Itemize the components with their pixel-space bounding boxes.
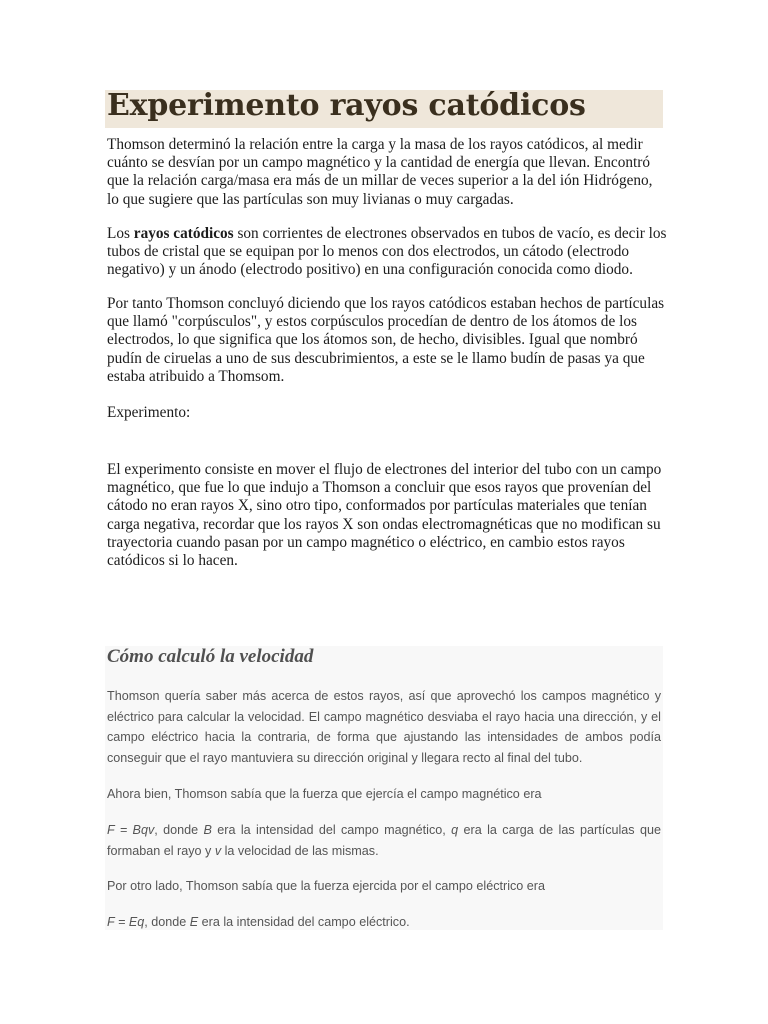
label-experimento: Experimento: — [107, 404, 191, 421]
page-title: Experimento rayos catódicos — [107, 88, 586, 123]
text: era la carga de las partículas que formaban el rayo y — [107, 823, 661, 858]
paragraph-relacion-carga-masa: Thomson determinó la relación entre la carga y la masa de los rayos catódicos, al medir cuánto se desvían por un campo magnético y la cantidad de energía que llevan. Encontró que la relación carga/masa era más de un millar de veces superior a la del ión Hidrógeno, lo que sugiere que las partículas son muy livianas o muy cargadas. — [107, 136, 653, 208]
paragraph-lead: Los — [107, 225, 134, 242]
formula-electric: F = Eq — [107, 915, 145, 929]
text: la velocidad de las mismas. — [221, 843, 379, 858]
section-paragraph-electric-formula — [107, 912, 661, 933]
text: , donde — [144, 915, 190, 929]
var-b: B — [203, 823, 212, 837]
var-v: v — [214, 843, 222, 858]
bold-term-rayos-catodicos: rayos catódicos — [133, 225, 234, 242]
section-paragraph-intro: Thomson quería saber más acerca de estos rayos, así que aprovechó los campos magnético y eléctrico para calcular la velocidad. El campo magnético desviaba el rayo hacia una dirección, y el campo eléctrico hacia la contraria, de forma que ajustando las intensidades de ambos podía conseguir que el rayo mantuviera su dirección original y llegara recto al final del tubo. — [107, 689, 661, 765]
section-heading: Cómo calculó la velocidad — [107, 646, 314, 667]
velocity-section — [105, 646, 663, 930]
text: , donde — [154, 823, 204, 837]
title-banner — [105, 90, 663, 128]
var-q: q — [451, 823, 459, 837]
paragraph-conclusion: Por tanto Thomson concluyó diciendo que los rayos catódicos estaban hechos de partículas que llamó "corpúsculos", y estos corpúsculos procedían de dentro de los átomos de los electrodos, lo que significa que los átomos son, de hecho, divisibles. Igual que nombró pudín de ciruelas a uno de sus descubrimientos, a este se le llamo budín de pasas ya que estaba atribuido a Thomsom. — [107, 295, 665, 385]
section-paragraph-electric-intro: Por otro lado, Thomson sabía que la fuerza ejercida por el campo eléctrico era — [107, 879, 545, 893]
section-paragraph-magnetic-intro: Ahora bien, Thomson sabía que la fuerza que ejercía el campo magnético era — [107, 787, 542, 801]
paragraph-rayos-catodicos — [107, 225, 667, 280]
formula-magnetic: F = Bqv — [107, 823, 155, 837]
section-paragraph-magnetic-formula — [107, 820, 661, 861]
text: era la intensidad del campo magnético, — [211, 823, 452, 837]
var-e: E — [189, 915, 199, 929]
paragraph-experimento: El experimento consiste en mover el flujo de electrones del interior del tubo con un campo magnético, que fue lo que indujo a Thomson a concluir que esos rayos que provenían del cátodo no eran rayos X, sino otro tipo, conformados por partículas materiales que tenían carga negativa, recordar que los rayos X son ondas electromagnéticas que no modifican su trayectoria cuando pasan por un campo magnético o eléctrico, en cambio estos rayos catódicos si lo hacen. — [107, 461, 662, 570]
text: era la intensidad del campo eléctrico. — [198, 915, 410, 929]
paragraph-rest: son corrientes de electrones observados en tubos de vacío, es decir los tubos de cristal que se equipan por lo menos con dos electrodos, un cátodo (electrodo negativo) y un ánodo (electrodo positivo) en una configuración conocida como diodo. — [107, 225, 667, 279]
